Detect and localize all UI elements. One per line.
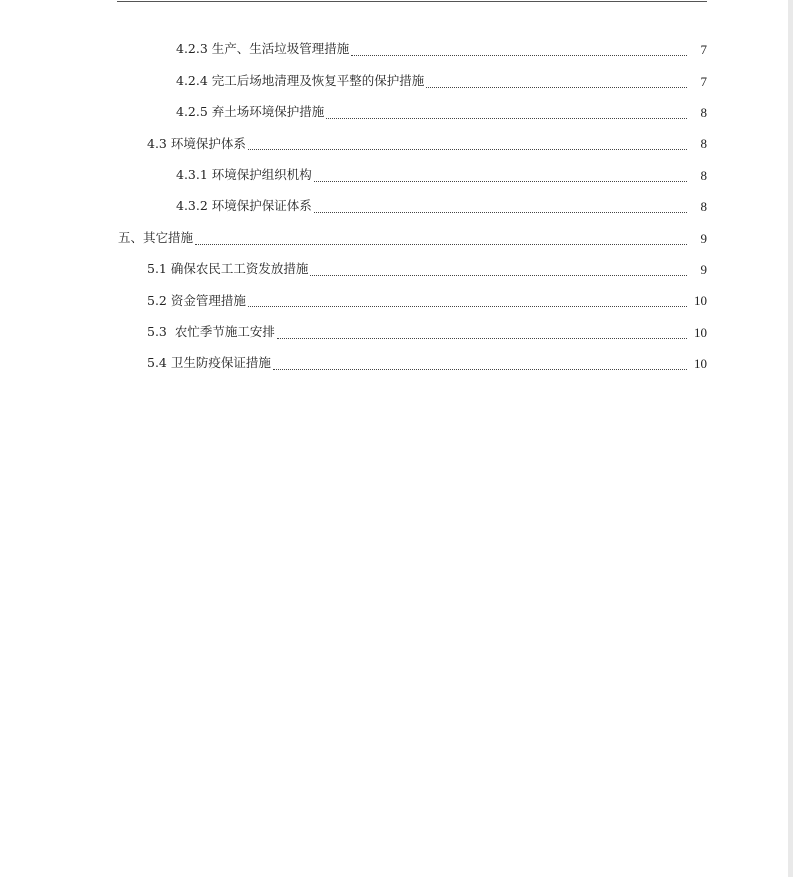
toc-entry-page: 8	[700, 136, 707, 152]
toc-leader-dots	[314, 171, 687, 182]
toc-leader-dots	[426, 77, 687, 88]
toc-leader-dots	[351, 45, 687, 56]
toc-entry-page: 8	[700, 167, 707, 183]
toc-entry[interactable]	[0, 65, 788, 96]
toc-entry[interactable]	[0, 191, 788, 222]
toc-entry-title: 5.4 卫生防疫保证措施	[147, 355, 271, 371]
toc-leader-dots	[248, 139, 687, 150]
toc-entry-title: 4.3 环境保护体系	[147, 135, 246, 151]
toc-entry[interactable]	[0, 254, 788, 285]
toc-entry[interactable]	[0, 34, 788, 65]
header-rule	[117, 1, 707, 2]
toc-entry-page: 10	[694, 293, 707, 309]
toc-entry-page: 9	[700, 261, 707, 277]
toc-entry[interactable]	[0, 222, 788, 253]
toc-entry[interactable]	[0, 348, 788, 379]
toc-entry-title: 五、其它措施	[118, 229, 194, 245]
toc-entry-page: 7	[700, 73, 707, 89]
toc-entry[interactable]	[0, 285, 788, 316]
toc-entry-page: 7	[700, 42, 707, 58]
toc-entry-page: 9	[700, 230, 707, 246]
toc-entry-page: 10	[694, 324, 707, 340]
toc-entry-page: 10	[694, 356, 707, 372]
toc-entry[interactable]	[0, 160, 788, 191]
toc-entry-title: 4.2.5 弃土场环境保护措施	[176, 104, 325, 120]
toc-entry-title: 5.1 确保农民工工资发放措施	[147, 261, 309, 277]
toc-entry[interactable]	[0, 128, 788, 159]
toc-leader-dots	[314, 202, 687, 213]
toc-leader-dots	[195, 234, 687, 245]
toc-entry-title: 4.2.3 生产、生活垃圾管理措施	[176, 41, 350, 57]
toc-leader-dots	[273, 359, 687, 370]
toc-entry-title: 5.3 农忙季节施工安排	[147, 323, 275, 339]
toc-entry-page: 8	[700, 199, 707, 215]
table-of-contents	[0, 34, 788, 379]
toc-entry-title: 4.2.4 完工后场地清理及恢复平整的保护措施	[176, 72, 425, 88]
toc-entry-title: 5.2 资金管理措施	[147, 292, 246, 308]
toc-leader-dots	[277, 328, 687, 339]
toc-entry-page: 8	[700, 104, 707, 120]
toc-entry[interactable]	[0, 97, 788, 128]
toc-entry[interactable]	[0, 317, 788, 348]
toc-entry-title: 4.3.1 环境保护组织机构	[176, 167, 312, 182]
toc-leader-dots	[326, 108, 687, 119]
toc-entry-title: 4.3.2 环境保护保证体系	[176, 198, 312, 214]
toc-leader-dots	[310, 265, 687, 276]
toc-leader-dots	[248, 296, 687, 307]
